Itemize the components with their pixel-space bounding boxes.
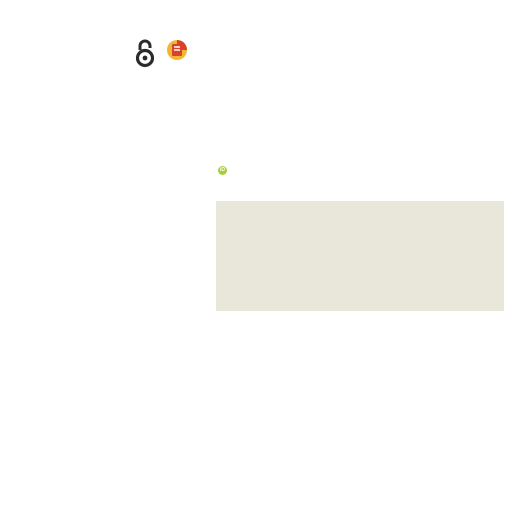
orcid-icon[interactable]: iD [220, 167, 225, 173]
mirrored-reflection [0, 256, 512, 512]
check-for-updates-icon[interactable] [160, 36, 194, 70]
orcid-row [218, 166, 231, 175]
mirrored-content [0, 256, 512, 512]
open-access-icon [134, 38, 156, 68]
